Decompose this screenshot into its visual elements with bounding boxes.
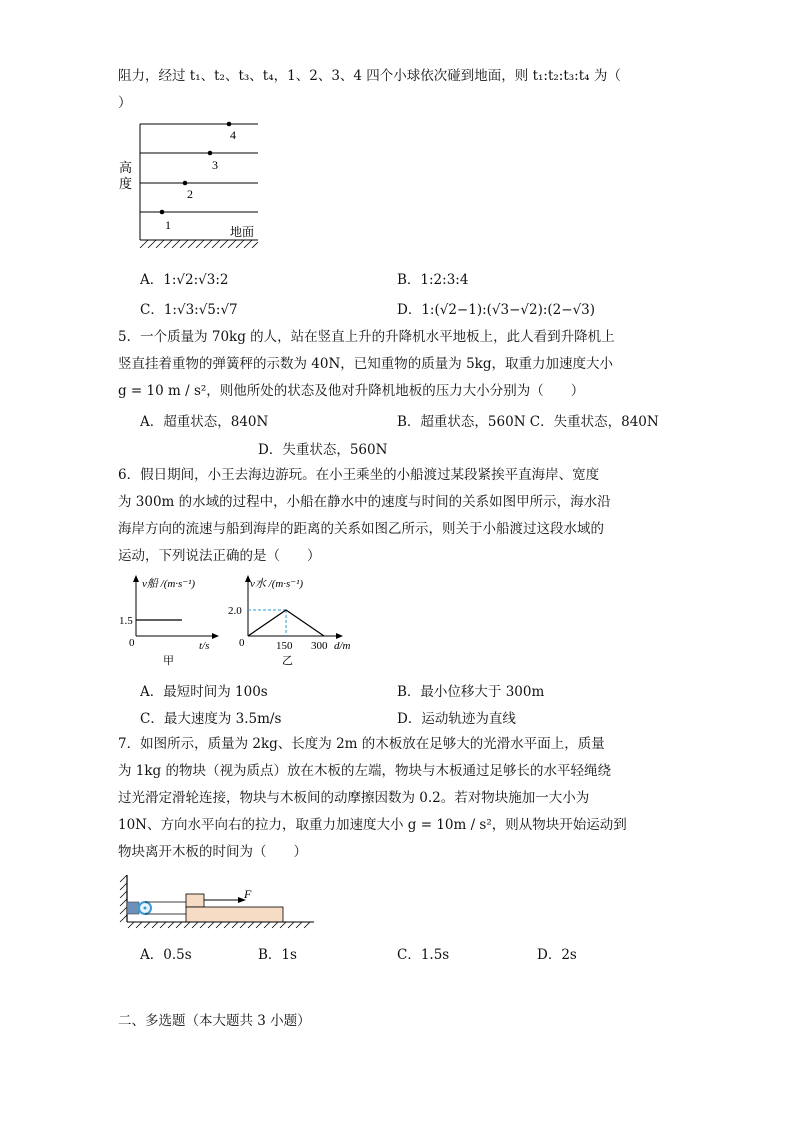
yi-ylabel: v水 /(m·s⁻¹) — [250, 578, 304, 590]
ball-1-label: 1 — [165, 218, 171, 232]
jia-origin: 0 — [129, 637, 135, 649]
q6-option-c[interactable]: C．最大速度为 3.5m/s — [140, 711, 282, 727]
yi-xlabel: d/m — [334, 640, 351, 652]
q7-line-4: 10N、方向水平向右的拉力，取重力加速度大小 g = 10m / s²，则从物块开始运动到 — [118, 817, 627, 833]
q6-line-3: 海岸方向的流速与船到海岸的距离的关系如图乙所示，则关于小船渡过这段水域的 — [118, 521, 604, 537]
q7-option-b[interactable]: B．1s — [258, 947, 297, 963]
q7-line-3: 过光滑定滑轮连接，物块与木板间的动摩擦因数为 0.2。若对物块施加一大小为 — [118, 790, 590, 806]
q6-option-d[interactable]: D．运动轨迹为直线 — [397, 711, 516, 727]
ground-label: 地面 — [230, 225, 255, 239]
ball-3 — [208, 151, 213, 156]
q7-line-1: 7．如图所示，质量为 2kg、长度为 2m 的木板放在足够大的光滑水平面上，质量 — [118, 736, 605, 752]
block — [186, 894, 204, 907]
ball-4-label: 4 — [230, 128, 236, 142]
ball-4 — [227, 122, 232, 127]
q4-line-2: ） — [118, 95, 132, 111]
q4-option-c[interactable]: C．1:√3:√5:√7 — [140, 302, 238, 318]
q4-option-d[interactable]: D．1:(√2−1):(√3−√2):(2−√3) — [397, 302, 596, 318]
q6-graph-jia — [118, 572, 223, 668]
section-heading: 二、多选题（本大题共 3 小题） — [118, 1013, 311, 1029]
q7-line-2: 为 1kg 的物块（视为质点）放在木板的左端，物块与木板通过足够长的水平轻绳绕 — [118, 763, 611, 779]
jia-caption: 甲 — [163, 655, 174, 667]
q7-option-d[interactable]: D．2s — [537, 947, 577, 963]
q5-line-2: 竖直挂着重物的弹簧秤的示数为 40N，已知重物的质量为 5kg，取重力加速度大小 — [118, 356, 613, 372]
q6-option-a[interactable]: A．最短时间为 100s — [140, 684, 268, 700]
q7-option-c[interactable]: C．1.5s — [397, 947, 450, 963]
ball-2-label: 2 — [187, 187, 193, 201]
q4-option-a[interactable]: A．1:√2:√3:2 — [140, 272, 229, 288]
q5-option-d[interactable]: D．失重状态，560N — [258, 442, 388, 458]
q4-ylabel-1: 高 — [119, 160, 133, 175]
q4-height-figure — [110, 112, 270, 258]
q6-graph-yi — [228, 572, 368, 668]
yi-value: 2.0 — [228, 605, 242, 617]
q5-option-bc[interactable]: B．超重状态，560N C．失重状态，840N — [397, 414, 659, 430]
q5-line-3: g = 10 m / s²，则他所处的状态及他对升降机地板的压力大小分别为（ ） — [118, 383, 585, 399]
board — [186, 907, 283, 922]
ball-3-label: 3 — [212, 158, 218, 172]
ball-2 — [183, 181, 188, 186]
q5-option-a[interactable]: A．超重状态，840N — [140, 414, 269, 430]
q4-line-1: 阻力，经过 t₁、t₂、t₃、t₄，1、2、3、4 四个小球依次碰到地面，则 t₁:t₂:t₃:t₄ 为（ — [118, 68, 621, 84]
yi-origin: 0 — [239, 637, 245, 649]
q4-ylabel-2: 度 — [119, 176, 133, 191]
jia-xlabel: t/s — [199, 640, 210, 652]
q6-line-2: 为 300m 的水域的过程中，小船在静水中的速度与时间的关系如图甲所示，海水沿 — [118, 494, 611, 510]
jia-value: 1.5 — [119, 615, 133, 627]
ball-1 — [160, 210, 165, 215]
q6-line-4: 运动，下列说法正确的是（ ） — [118, 548, 321, 564]
yi-x2: 300 — [311, 640, 328, 652]
q7-line-5: 物块离开木板的时间为（ ） — [118, 844, 307, 860]
force-label: F — [244, 887, 252, 901]
q7-pulley-figure — [118, 872, 318, 930]
q6-line-1: 6．假日期间，小王去海边游玩。在小王乘坐的小船渡过某段紧挨平直海岸、宽度 — [118, 467, 600, 483]
q6-option-b[interactable]: B．最小位移大于 300m — [397, 684, 545, 700]
q4-option-b[interactable]: B．1:2:3:4 — [397, 272, 469, 288]
q5-line-1: 5．一个质量为 70kg 的人，站在竖直上升的升降机水平地板上，此人看到升降机上 — [118, 329, 615, 345]
yi-caption: 乙 — [282, 655, 293, 667]
yi-x1: 150 — [276, 640, 293, 652]
q7-option-a[interactable]: A．0.5s — [140, 947, 192, 963]
jia-ylabel: v船 /(m·s⁻¹) — [142, 578, 196, 590]
